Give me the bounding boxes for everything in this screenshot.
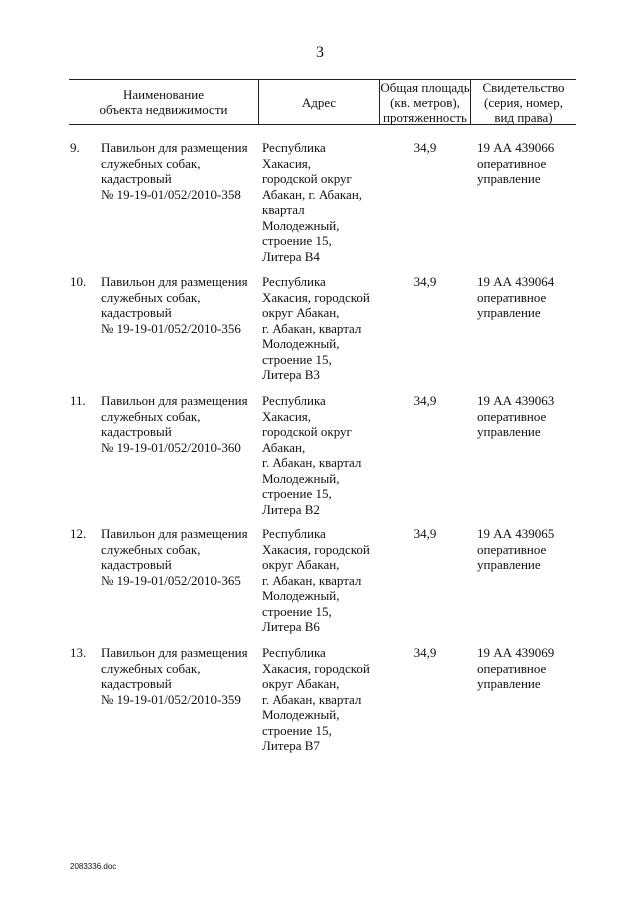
object-address: Республика Хакасия, городской округ Абакан, г. Абакан, квартал Молодежный, строение 15, Литера В4 — [262, 140, 363, 264]
object-address: Республика Хакасия, городской округ Абакан, г. Абакан, квартал Молодежный, строение 15, Литера В7 — [262, 645, 370, 753]
object-address: Республика Хакасия, городской округ Абакан, г. Абакан, квартал Молодежный, строение 15, Литера В3 — [262, 274, 370, 382]
object-area: 34,9 — [413, 645, 437, 660]
row-number: 9. — [70, 140, 80, 155]
object-address: Республика Хакасия, городской округ Абакан, г. Абакан, квартал Молодежный, строение 15, Литера В2 — [262, 393, 362, 517]
header-name-column: Наименование объекта недвижимости — [99, 87, 228, 117]
object-area: 34,9 — [413, 140, 437, 155]
object-certificate: 19 АА 439065 оперативное управление — [477, 526, 555, 572]
header-certificate-column: Свидетельство (серия, номер, вид права) — [482, 79, 565, 125]
object-address: Республика Хакасия, городской округ Абакан, г. Абакан, квартал Молодежный, строение 15, Литера В6 — [262, 526, 370, 634]
object-name: Павильон для размещения служебных собак, кадастровый № 19-19-01/052/2010-365 — [101, 526, 248, 588]
page-number: 3 — [316, 44, 324, 61]
object-certificate: 19 АА 439069 оперативное управление — [477, 645, 555, 691]
object-name: Павильон для размещения служебных собак, кадастровый № 19-19-01/052/2010-359 — [101, 645, 248, 707]
object-certificate: 19 АА 439063 оперативное управление — [477, 393, 555, 439]
object-certificate: 19 АА 439064 оперативное управление — [477, 274, 555, 320]
object-name: Павильон для размещения служебных собак, кадастровый № 19-19-01/052/2010-356 — [101, 274, 248, 336]
object-name: Павильон для размещения служебных собак, кадастровый № 19-19-01/052/2010-360 — [101, 393, 248, 455]
row-number: 12. — [70, 526, 87, 541]
row-number: 11. — [70, 393, 86, 408]
header-address-column: Адрес — [301, 94, 337, 110]
object-name: Павильон для размещения служебных собак, кадастровый № 19-19-01/052/2010-358 — [101, 140, 248, 202]
header-area-column: Общая площадь (кв. метров), протяженность — [380, 79, 470, 125]
object-area: 34,9 — [413, 274, 437, 289]
object-area: 34,9 — [413, 393, 437, 408]
row-number: 10. — [70, 274, 87, 289]
row-number: 13. — [70, 645, 87, 660]
object-area: 34,9 — [413, 526, 437, 541]
footer-filename: 2083336.doc — [70, 862, 117, 871]
object-certificate: 19 АА 439066 оперативное управление — [477, 140, 555, 186]
